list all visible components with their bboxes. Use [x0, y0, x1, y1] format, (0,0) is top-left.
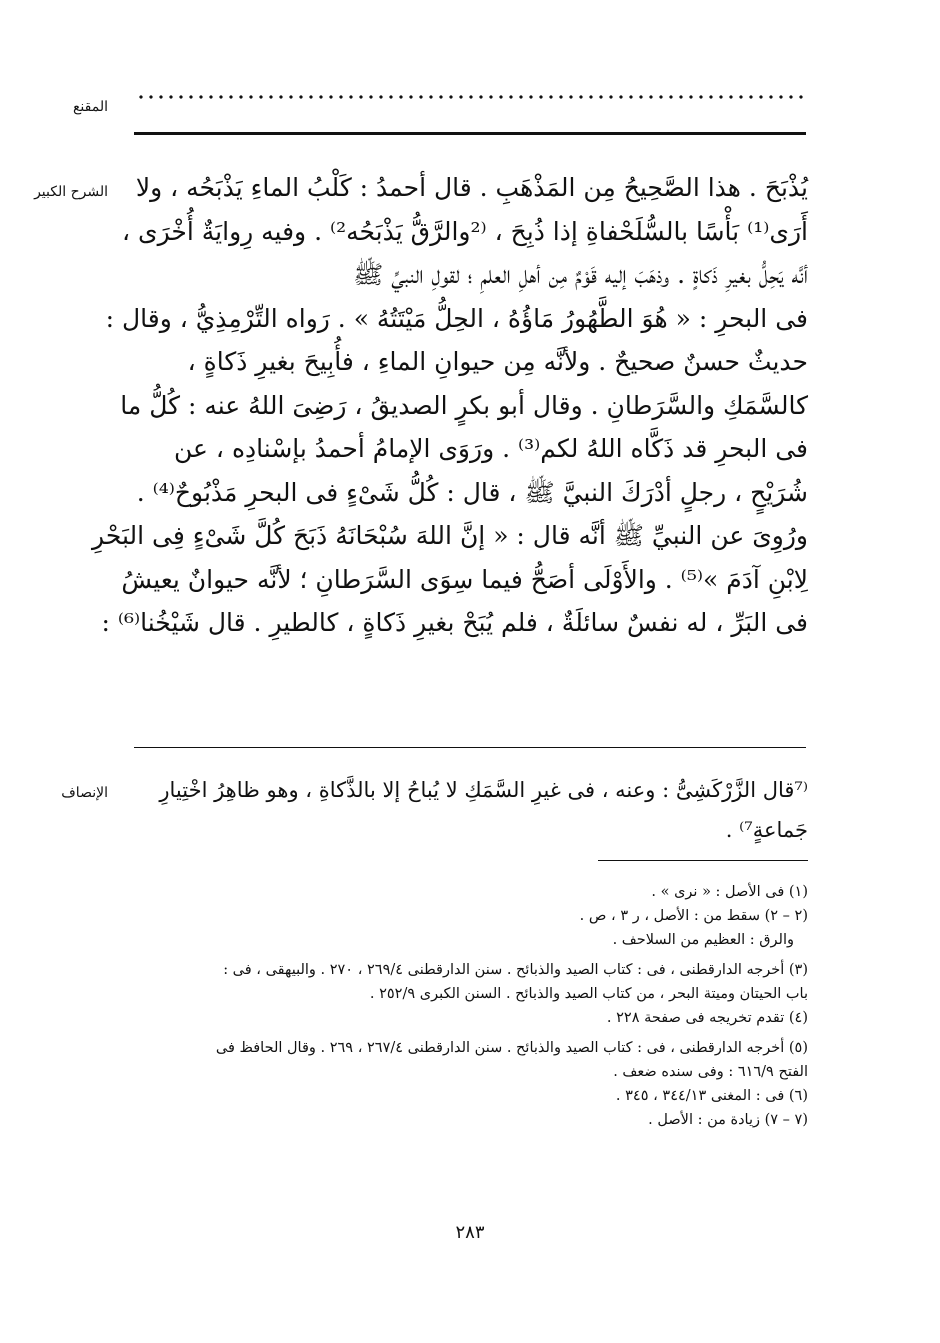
footnote: (٧ – ٧) زيادة من : الأصل .: [648, 1112, 808, 1128]
main-line: فى البَرِّ ، له نفسٌ سائلَةٌ ، فلم يُبَحْ بغيرِ ذَكاةٍ ، كالطيرِ . قال شَيْخُنا⁽⁶⁾ :: [101, 608, 808, 637]
main-line: لِابْنِ آدَمَ »⁽⁵⁾ . والأَوْلَى أصَحُّ فيما سِوَى السَّرَطانِ ؛ لأنَّه حيوانٌ يعيشُ: [121, 564, 808, 594]
footnote: (١) فى الأصل : « نرى » .: [651, 884, 808, 900]
main-line: حديثٌ حسنٌ صحيحٌ . ولأنَّه مِن حيوانِ الماءِ ، فأُبِيحَ بغيرِ ذَكاةٍ ،: [187, 347, 808, 376]
main-line: أنَّه يَحِلُّ بغيرِ ذَكاةٍ . وذهَبَ إليه قَوْمٌ مِن أهلِ العلمِ ؛ لقولِ النبيِّ ﷺ: [353, 260, 808, 289]
section-label-sharh: الشرح الكبير: [34, 184, 108, 200]
header-label: المقنع: [72, 99, 108, 115]
insaf-line: جَماعةٍ⁷⁾ .: [725, 818, 808, 842]
footnote: باب الحيتان وميتة البحر ، من كتاب الصيد والذبائح . السنن الكبرى ٢٥٢/٩ .: [369, 986, 808, 1002]
footnotes: [132, 880, 808, 1132]
header-dotted-rule: [136, 94, 806, 100]
footnote: والرق : العظيم من السلاحف .: [612, 932, 794, 948]
main-text: [92, 166, 808, 645]
footnote-divider: [598, 860, 808, 861]
footnote: (٥) أخرجه الدارقطنى ، فى : كتاب الصيد والذبائح . سنن الدارقطنى ٢٦٧/٤ ، ٢٦٩ . وقال الحافظ فى: [215, 1040, 808, 1056]
footnote: (٤) تقدم تخريجه فى صفحة ٢٢٨ .: [606, 1010, 808, 1026]
footnote: الفتح ٦١٦/٩ : وفى سنده ضعف .: [613, 1064, 808, 1080]
main-line: شُرَيْحٍ ، رجلٍ أدْرَكَ النبيَّ ﷺ ، قال : كُلُّ شَىْءٍ فى البحرِ مَذْبُوحٌ⁽⁴⁾ .: [136, 477, 808, 507]
section-label-insaf: الإنصاف: [61, 785, 108, 801]
main-line: كالسَّمَكِ والسَّرَطانِ . وقال أبو بكرٍ الصديقُ ، رَضِىَ اللهُ عنه : كُلُّ ما: [120, 390, 808, 420]
header-rule: [134, 132, 806, 135]
main-line: يُذْبَحَ . هذا الصَّحِيحُ مِن المَذْهَبِ . قال أحمدُ : كَلْبُ الماءِ يَذْبَحُه ، ولا: [135, 173, 808, 202]
insaf-text: [132, 770, 808, 850]
main-line: فى البحرِ قد ذَكَّاه اللهُ لكم⁽³⁾ . ورَوَى الإمامُ أحمدُ بإسْنادِه ، عن: [174, 434, 808, 463]
footnote: (٢ – ٢) سقط من : الأصل ، ر ٣ ، ص .: [579, 908, 808, 924]
insaf-line: ⁽⁷قال الزَّرْكَشِىُّ : وعنه ، فى غيرِ السَّمَكِ لا يُباحُ إلا بالذَّكاةِ ، وهو ظاهِرُ اخْتِيارِ: [159, 778, 808, 802]
footnote: (٣) أخرجه الدارقطنى ، فى : كتاب الصيد والذبائح . سنن الدارقطنى ٢٦٩/٤ ، ٢٧٠ . والبيهقى ، فى :: [223, 962, 808, 978]
page-number: ٢٨٣: [455, 1222, 485, 1243]
main-line: ورُوِىَ عن النبيِّ ﷺ أنَّه قال : « إنَّ اللهَ سُبْحَانَهُ ذَبَحَ كُلَّ شَىْءٍ فِى البَحْرِ: [92, 521, 808, 550]
main-line: أَرَى⁽¹⁾ بَأْسًا بالسُّلَحْفاةِ إذا ذُبِحَ ، ⁽²والرَّقُّ يَذْبَحُه²⁾ . وفيه رِوايَةٌ أُخْرَى ،: [122, 216, 808, 246]
section-divider: [134, 747, 806, 748]
main-line: فى البحرِ : « هُوَ الطَّهُورُ مَاؤُهُ ، الحِلُّ مَيْتَتُهُ » . رَواه التِّرْمِذِيُّ ، وقال :: [105, 303, 808, 333]
footnote: (٦) فى : المغنى ٣٤٤/١٣ ، ٣٤٥ .: [615, 1088, 808, 1104]
